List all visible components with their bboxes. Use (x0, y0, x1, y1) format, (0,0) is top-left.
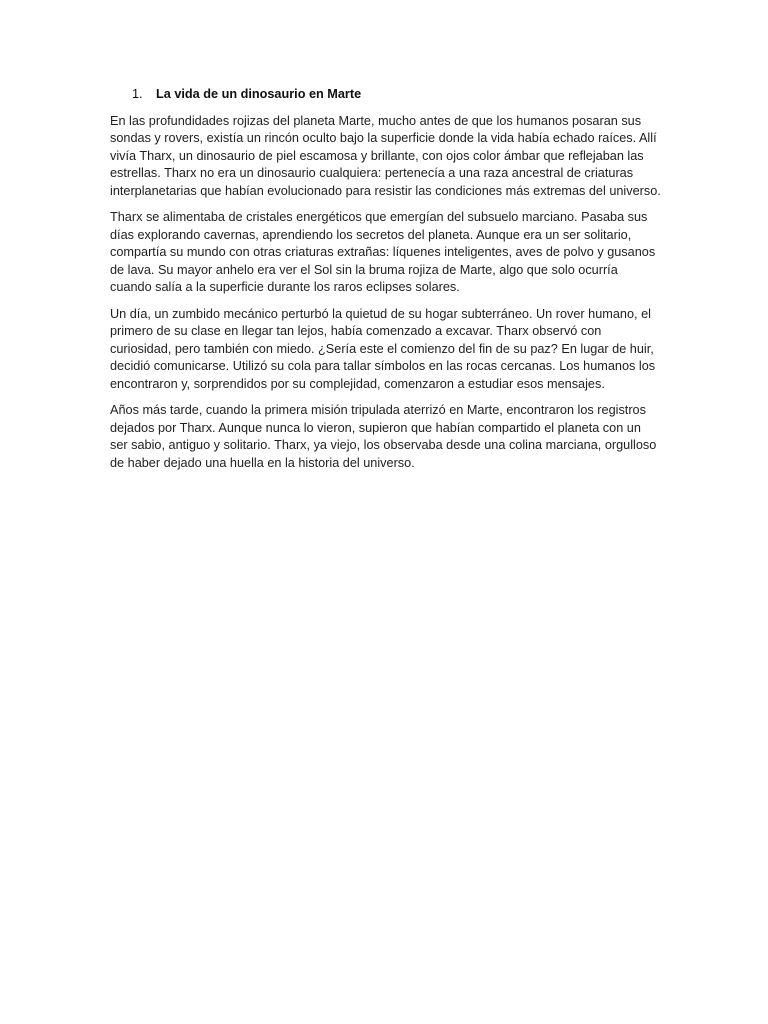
paragraph-4: Años más tarde, cuando la primera misión tripulada aterrizó en Marte, encontraron los registros dejados por Tharx. Aunque nunca lo vieron, supieron que habían compartido el planeta con un ser sabio, antiguo y solitario. Tharx, ya viejo, los observaba desde una colina marciana, orgulloso de haber dejado una huella en la historia del universo. (110, 403, 657, 470)
paragraph-3: Un día, un zumbido mecánico perturbó la quietud de su hogar subterráneo. Un rover humano, el primero de su clase en llegar tan lejos, había comenzado a excavar. Tharx observó con curiosidad, pero también con miedo. ¿Sería este el comienzo del fin de su paz? En lugar de huir, decidió comunicarse. Utilizó su cola para tallar símbolos en las rocas cercanas. Los humanos los encontraron y, sorprendidos por su complejidad, comenzaron a estudiar esos mensajes. (110, 306, 656, 391)
paragraph-2: Tharx se alimentaba de cristales energéticos que emergían del subsuelo marciano. Pasaba sus días explorando cavernas, aprendiendo los secretos del planeta. Aunque era un ser solitario, compartía su mundo con otras criaturas extrañas: líquenes inteligentes, aves de polvo y gusanos de lava. Su mayor anhelo era ver el Sol sin la bruma rojiza de Marte, algo que solo ocurría cuando salía a la superficie durante los raros eclipses solares. (110, 210, 656, 294)
heading-title: La vida de un dinosaurio en Marte (156, 87, 362, 101)
document-body (110, 86, 662, 481)
heading-number: 1. (132, 87, 143, 101)
section-heading (110, 86, 662, 104)
paragraph-1: En las profundidades rojizas del planeta Marte, mucho antes de que los humanos posaran sus sondas y rovers, existía un rincón oculto bajo la superficie donde la vida había echado raíces. Allí vivía Tharx, un dinosaurio de piel escamosa y brillante, con ojos color ámbar que reflejaban las estrellas. Tharx no era un dinosaurio cualquiera: pertenecía a una raza ancestral de criaturas interplanetarias que habían evolucionado para resistir las condiciones más extremas del universo. (110, 113, 661, 198)
